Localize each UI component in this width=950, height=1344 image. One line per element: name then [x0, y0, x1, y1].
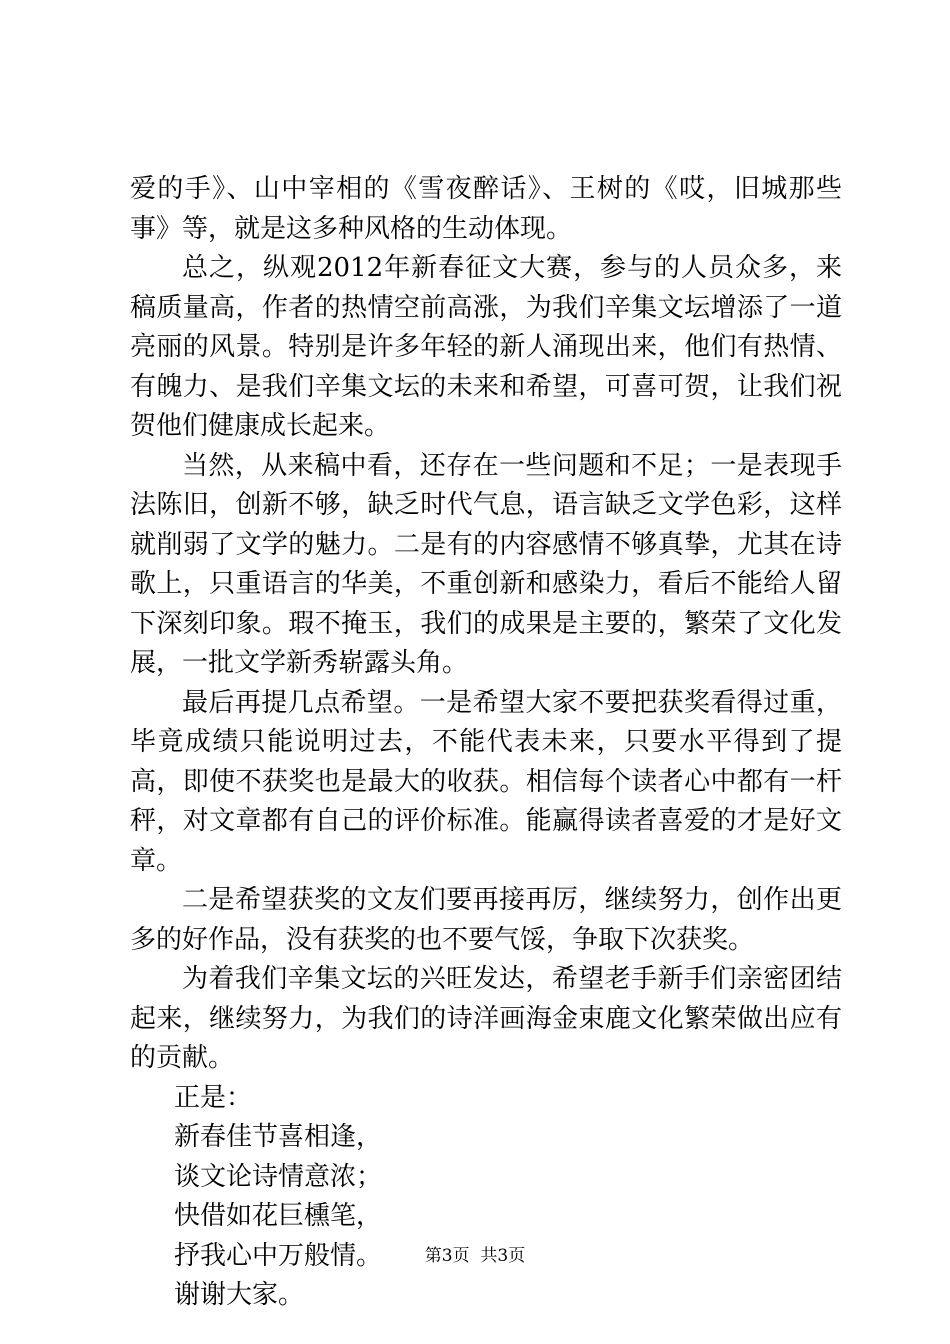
verse-line: 新春佳节喜相逢， [174, 1122, 383, 1152]
paragraph-summary: 总之，纵观2012年新春征文大赛，参与的人员众多，来稿质量高，作者的热情空前高涨，为我们辛集文坛增添了一道亮丽的风景。特别是许多年轻的新人涌现出来，他们有热情、有魄力、是我们辛集文坛的未来和希望，可喜可贺，让我们祝贺他们健康成长起来。 [130, 253, 842, 441]
verse-line: 抒我心中万般情。 [174, 1240, 383, 1271]
verse-line: 快借如花巨櫄笔， [174, 1201, 383, 1231]
page-number-label: 第3页 共3页 [424, 1246, 526, 1266]
paragraph-hopes: 最后再提几点希望。一是希望大家不要把获奖看得过重，毕竟成绩只能说明过去，不能代表未来，只要水平得到了提高，即使不获奖也是最大的收获。相信每个读者心中都有一杆秤，对文章都有自己的评价标准。能赢得读者喜爱的才是好文章。 [130, 687, 842, 876]
paragraph-second-hope: 二是希望获奖的文友们要再接再厉，继续努力，创作出更多的好作品，没有获奖的也不要气馁，争取下次获奖。 [130, 885, 842, 955]
document-body [130, 170, 842, 1316]
verse-line: 正是： [174, 1082, 253, 1113]
page-footer [0, 1244, 950, 1268]
paragraph-shortcomings: 当然，从来稿中看，还存在一些问题和不足；一是表现手法陈旧，创新不够，缺乏时代气息，语言缺乏文学色彩，这样就削弱了文学的魅力。二是有的内容感情不够真挚，尤其在诗歌上，只重语言的华美，不重创新和感染力，看后不能给人留下深刻印象。瑕不掩玉，我们的成果是主要的，繁荣了文化发展，一批文学新秀崭露头角。 [130, 450, 842, 678]
verse-line: 谈文论诗情意浓； [174, 1161, 383, 1192]
paragraph-closing: 为着我们辛集文坛的兴旺发达，希望老手新手们亲密团结起来，继续努力，为我们的诗洋画海金束鹿文化繁荣做出应有的贡献。 [130, 964, 842, 1073]
closing-thanks: 谢谢大家。 [174, 1280, 305, 1310]
paragraph-continued: 爱的手》、山中宰相的《雪夜醉话》、王树的《哎，旧城那些事》等，就是这多种风格的生动体现。 [130, 174, 842, 244]
